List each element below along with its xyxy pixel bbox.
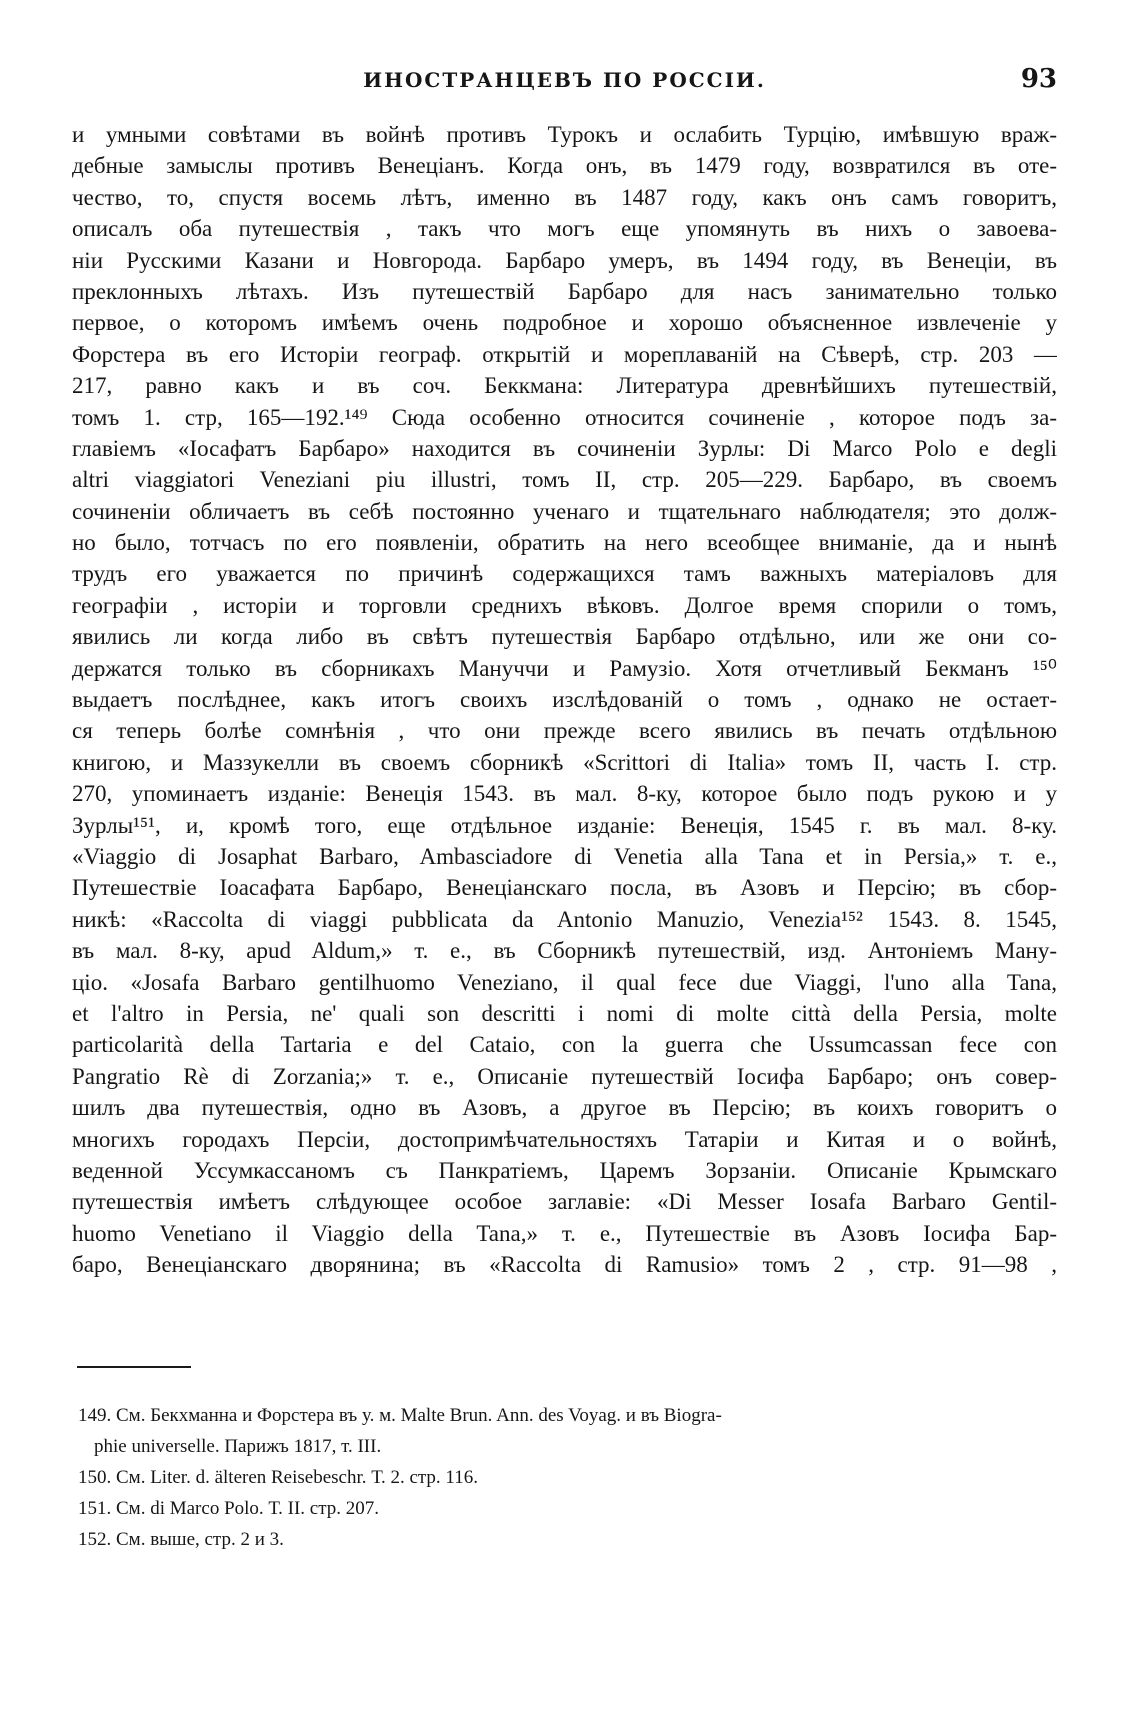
footnote-152: 152. См. выше, стр. 2 и 3. [78,1529,284,1550]
footnotes [78,1400,1058,1555]
text-line: «Viaggio di Josaphat Barbaro, Ambasciadore di Venetia alla Tana et in Persia,» т. е., [72,843,1057,869]
text-line: томъ 1. стр, 165—192.¹⁴⁹ Сюда особенно относится сочиненіе , которое подъ за- [72,404,1057,430]
text-line: никѣ: «Raccolta di viaggi pubblicata da Antonio Manuzio, Venezia¹⁵² 1543. 8. 1545, [72,906,1057,932]
text-line: шилъ два путешествія, одно въ Азовъ, а другое въ Персію; въ коихъ говоритъ о [72,1095,1057,1121]
text-line: Pangratio Rè di Zorzania;» т. е., Описаніе путешествій Іосифа Барбаро; онъ совер- [72,1063,1057,1089]
footnote-separator [77,1366,191,1368]
text-line: географіи , исторіи и торговли среднихъ вѣковъ. Долгое время спорили о томъ, [72,592,1057,618]
text-line: въ мал. 8-ку, apud Aldum,» т. е., въ Сборникѣ путешествій, изд. Антоніемъ Ману- [72,938,1057,964]
text-line: ніи Русскими Казани и Новгорода. Барбаро умеръ, въ 1494 году, въ Венеціи, въ [72,247,1057,273]
text-line: но было, тотчасъ по его появленіи, обратить на него всеобщее вниманіе, да и нынѣ [72,530,1057,556]
text-line: 270, упоминаетъ изданіе: Венеція 1543. въ мал. 8-ку, которое было подъ рукою и у [72,781,1057,807]
text-line: ся теперь болѣе сомнѣнія , что они прежде всего явились въ печать отдѣльною [72,718,1057,744]
text-line: первое, о которомъ имѣемъ очень подробное и хорошо объясненное извлеченіе у [72,310,1057,336]
footnote-149-continued: phie universelle. Парижъ 1817, т. III. [94,1436,382,1457]
text-line: particolarità della Tartaria e del Cataio, con la guerra che Ussumcassan fece con [72,1032,1057,1058]
body-text [72,119,1057,1280]
text-line: altri viaggiatori Veneziani piu illustri, томъ II, стр. 205—229. Барбаро, въ своемъ [72,467,1057,493]
text-line: главіемъ «Іосафатъ Барбаро» находится въ сочиненіи Зурлы: Di Marco Polo e degli [72,435,1057,461]
text-line: преклонныхъ лѣтахъ. Изъ путешествій Барбаро для насъ занимательно только [72,278,1057,304]
text-line: Зурлы¹⁵¹, и, кромѣ того, еще отдѣльное изданіе: Венеція, 1545 г. въ мал. 8-ку. [72,812,1057,838]
text-line: чество, то, спустя восемь лѣтъ, именно въ 1487 году, какъ онъ самъ говоритъ, [72,184,1057,210]
text-line: Форстера въ его Исторіи географ. открытій и мореплаваній на Сѣверѣ, стр. 203 — [72,341,1057,367]
running-title: ИНОСТРАНЦЕВЪ ПО РОССІИ. [363,68,766,92]
text-line: ціо. «Josafa Barbaro gentilhuomo Veneziano, il qual fece due Viaggi, l'uno alla Tana, [72,969,1057,995]
text-line: баро, Венеціанскаго дворянина; въ «Raccolta di Ramusio» томъ 2 , стр. 91—98 , [72,1252,1057,1278]
text-line: путешествія имѣетъ слѣдующее особое заглавіе: «Di Messer Iosafa Barbaro Gentil- [72,1189,1057,1215]
text-line: описалъ оба путешествія , такъ что могъ еще упомянуть въ нихъ о завоева- [72,216,1057,242]
footnote-149: 149. См. Бекхманна и Форстера въ у. м. Malte Brun. Ann. des Voyag. и въ Biogra- [78,1405,722,1426]
footnote-151: 151. См. di Marco Polo. Т. II. стр. 207. [78,1498,379,1519]
text-line: et l'altro in Persia, ne' quali son descritti i nomi di molte città della Persia, molte [72,1000,1057,1026]
text-line: трудъ его уважается по причинѣ содержащихся тамъ важныхъ матеріаловъ для [72,561,1057,587]
text-line: и умными совѣтами въ войнѣ противъ Турокъ и ослабить Турцію, имѣвшую враж- [72,122,1057,147]
text-line: многихъ городахъ Персіи, достопримѣчательностяхъ Татаріи и Китая и о войнѣ, [72,1126,1057,1152]
text-line: дебные замыслы противъ Венеціанъ. Когда онъ, въ 1479 году, возвратился въ оте- [72,153,1057,179]
page-number: 93 [1020,64,1057,94]
text-line: huomo Venetiano il Viaggio della Tana,» т. е., Путешествіе въ Азовъ Іосифа Бар- [72,1220,1057,1246]
text-line: выдаетъ послѣднее, какъ итогъ своихъ изслѣдованій о томъ , однако не остает- [72,687,1057,713]
text-line: 217, равно какъ и въ соч. Беккмана: Литература древнѣйшихъ путешествій, [72,373,1057,399]
running-head [72,64,1057,98]
text-line: явились ли когда либо въ свѣтъ путешествія Барбаро отдѣльно, или же они со- [72,624,1057,650]
text-line: веденной Уссумкассаномъ съ Панкратіемъ, Царемъ Зорзаніи. Описаніе Крымскаго [72,1157,1057,1183]
text-line: Путешествіе Іоасафата Барбаро, Венеціанскаго посла, въ Азовъ и Персію; въ сбор- [72,875,1057,901]
footnote-150: 150. См. Liter. d. älteren Reisebeschr. Т. 2. стр. 116. [78,1467,478,1488]
text-line: держатся только въ сборникахъ Мануччи и Рамузіо. Хотя отчетливый Бекманъ ¹⁵⁰ [72,655,1057,681]
text-line: сочиненіи обличаетъ въ себѣ постоянно ученаго и тщательнаго наблюдателя; это долж- [72,498,1057,524]
text-line: книгою, и Маззукелли въ своемъ сборникѣ «Scrittori di Italia» томъ II, часть I. стр. [72,749,1057,775]
